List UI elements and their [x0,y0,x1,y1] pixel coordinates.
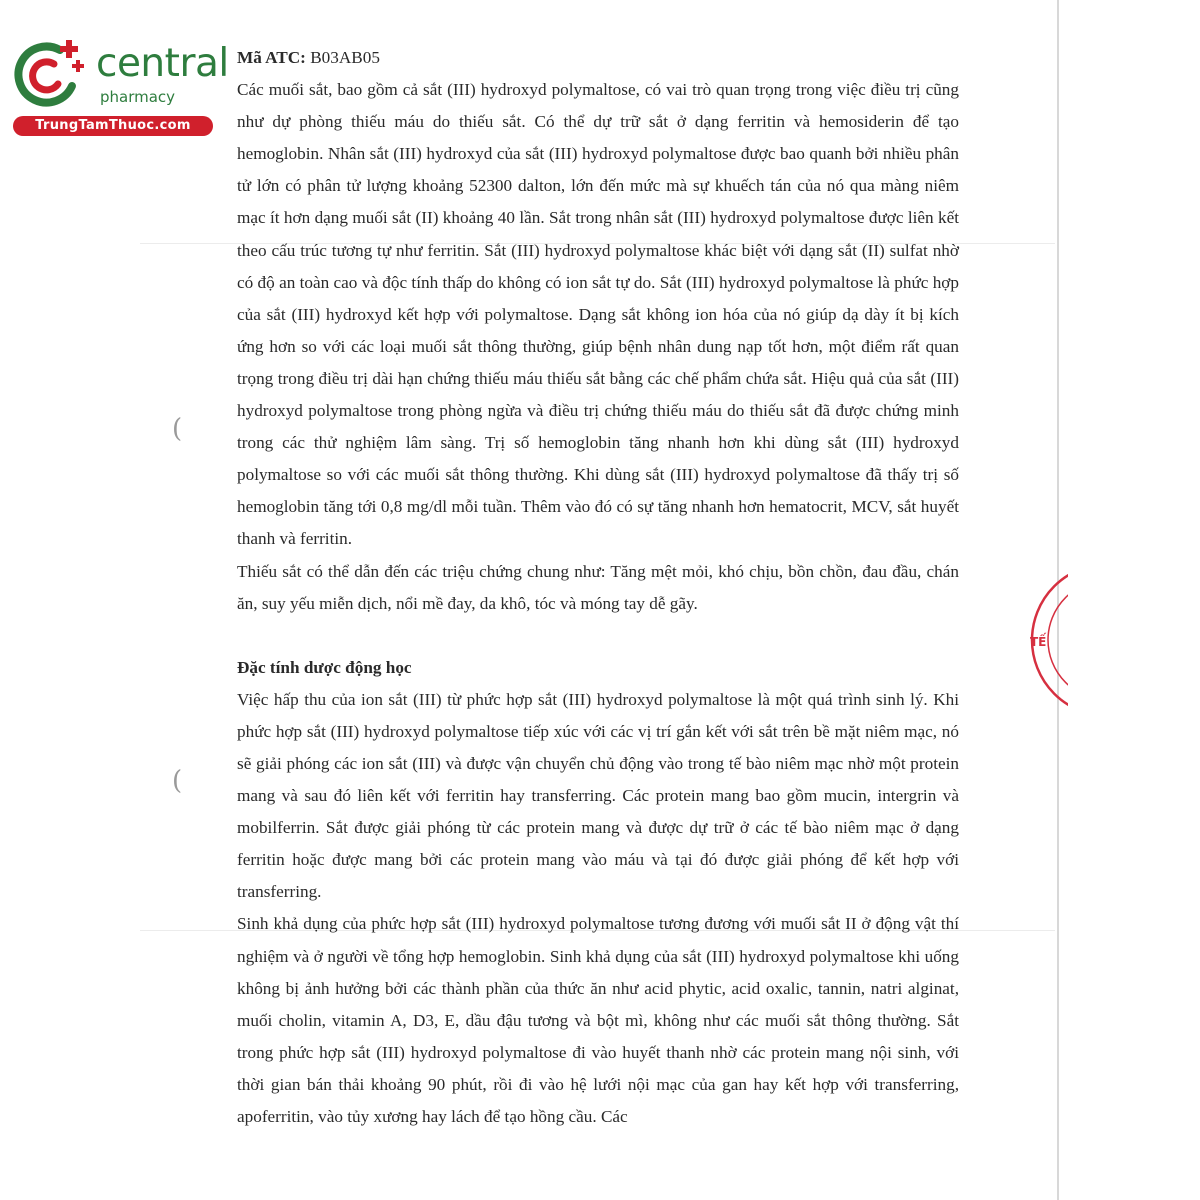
atc-label: Mã ATC: [237,48,306,67]
margin-bracket: ( [172,414,183,444]
atc-code: B03AB05 [310,48,380,67]
document-body [237,42,959,1133]
logo-sub-text: pharmacy [100,88,176,106]
pharmacodynamics-paragraph: Các muối sắt, bao gồm cả sắt (III) hydroxyd polymaltose, có vai trò quan trọng trong việc điều trị cũng như dự phòng thiếu máu do thiếu sắt. Có thể dự trữ sắt ở dạng ferritin và hemosiderin để tạo hemoglobin. Nhân sắt (III) hydroxyd của sắt (III) hydroxyd polymaltose được bao quanh bởi nhiều phân tử lớn có phân tử lượng khoảng 52300 dalton, lớn đến mức mà sự khuếch tán của nó qua màng niêm mạc ít hơn dạng muối sắt (II) khoảng 40 lần. Sắt trong nhân sắt (III) hydroxyd polymaltose được liên kết theo cấu trúc tương tự như ferritin. Sắt (III) hydroxyd polymaltose khác biệt với dạng sắt (II) sulfat nhờ có độ an toàn cao và độc tính thấp do không có ion sắt tự do. Sắt (III) hydroxyd polymaltose là phức hợp của sắt (III) hydroxyd kết hợp với polymaltose. Dạng sắt không ion hóa của nó giúp dạ dày ít bị kích ứng hơn so với các loại muối sắt thông thường, giúp bệnh nhân dung nạp tốt hơn, một điểm rất quan trọng trong điều trị dài hạn chứng thiếu máu thiếu sắt bằng các chế phẩm chứa sắt. Hiệu quả của sắt (III) hydroxyd polymaltose trong phòng ngừa và điều trị chứng thiếu máu do thiếu sắt đã được chứng minh trong các thử nghiệm lâm sàng. Trị số hemoglobin tăng nhanh hơn khi dùng sắt (III) hydroxyd polymaltose so với các muối sắt thông thường. Khi dùng sắt (III) hydroxyd polymaltose đã thấy trị số hemoglobin tăng tới 0,8 mg/dl mỗi tuần. Thêm vào đó có sự tăng nhanh hơn hematocrit, MCV, sắt huyết thanh và ferritin. [237,80,959,549]
bioavailability-paragraph: Sinh khả dụng của phức hợp sắt (III) hydroxyd polymaltose tương đương với muối sắt II ở động vật thí nghiệm và ở người về tổng hợp hemoglobin. Sinh khả dụng của sắt (III) hydroxyd polymaltose khi uống không bị ảnh hưởng bởi các thành phần của thức ăn như acid phytic, acid oxalic, tannin, natri alginat, muối cholin, vitamin A, D3, E, dầu đậu tương và bột mì, không như các muối sắt thông thường. Sắt trong phức hợp sắt (III) hydroxyd polymaltose đi vào huyết thanh nhờ các protein mang nội sinh, với thời gian bán thải khoảng 90 phút, rồi đi vào hệ lưới nội mạc của gan hay kết hợp với transferring, apoferritin, vào tủy xương hay lách để tạo hồng cầu. Các [237,914,959,1126]
section-gap [237,620,959,652]
absorption-paragraph: Việc hấp thu của ion sắt (III) từ phức hợp sắt (III) hydroxyd polymaltose là một quá trình sinh lý. Khi phức hợp sắt (III) hydroxyd polymaltose tiếp xúc với các vị trí gắn kết với sắt trên bề mặt niêm mạc, nó sẽ giải phóng các ion sắt (III) và được vận chuyển chủ động vào trong tế bào niêm mạc nhờ một protein mang và sau đó liên kết với ferritin hay transferring. Các protein mang bao gồm mucin, intergrin và mobilferrin. Sắt được giải phóng từ các protein mang và được dự trữ ở các tế bào niêm mạc ở dạng ferritin hoặc được mang bởi các protein mang vào máu và tại đó được giải phóng để kết hợp với transferring. [237,689,959,902]
margin-bracket: ( [172,766,183,796]
logo-url-badge[interactable]: TrungTamThuoc.com [13,116,213,136]
pharmacy-logo-icon [10,38,90,110]
symptoms-paragraph: Thiếu sắt có thể dẫn đến các triệu chứng chung như: Tăng mệt mỏi, khó chịu, bồn chồn, đau đầu, chán ăn, suy yếu miễn dịch, nổi mề đay, da khô, tóc và móng tay dễ gãy. [237,561,959,613]
section-title-pharmacokinetics: Đặc tính dược động học [237,657,412,677]
atc-code-line [237,42,959,74]
logo-brand-text: central [96,41,229,86]
central-pharmacy-logo[interactable] [10,38,229,138]
red-stamp-icon [1028,560,1068,720]
stamp-text: TẾ [1030,635,1047,649]
